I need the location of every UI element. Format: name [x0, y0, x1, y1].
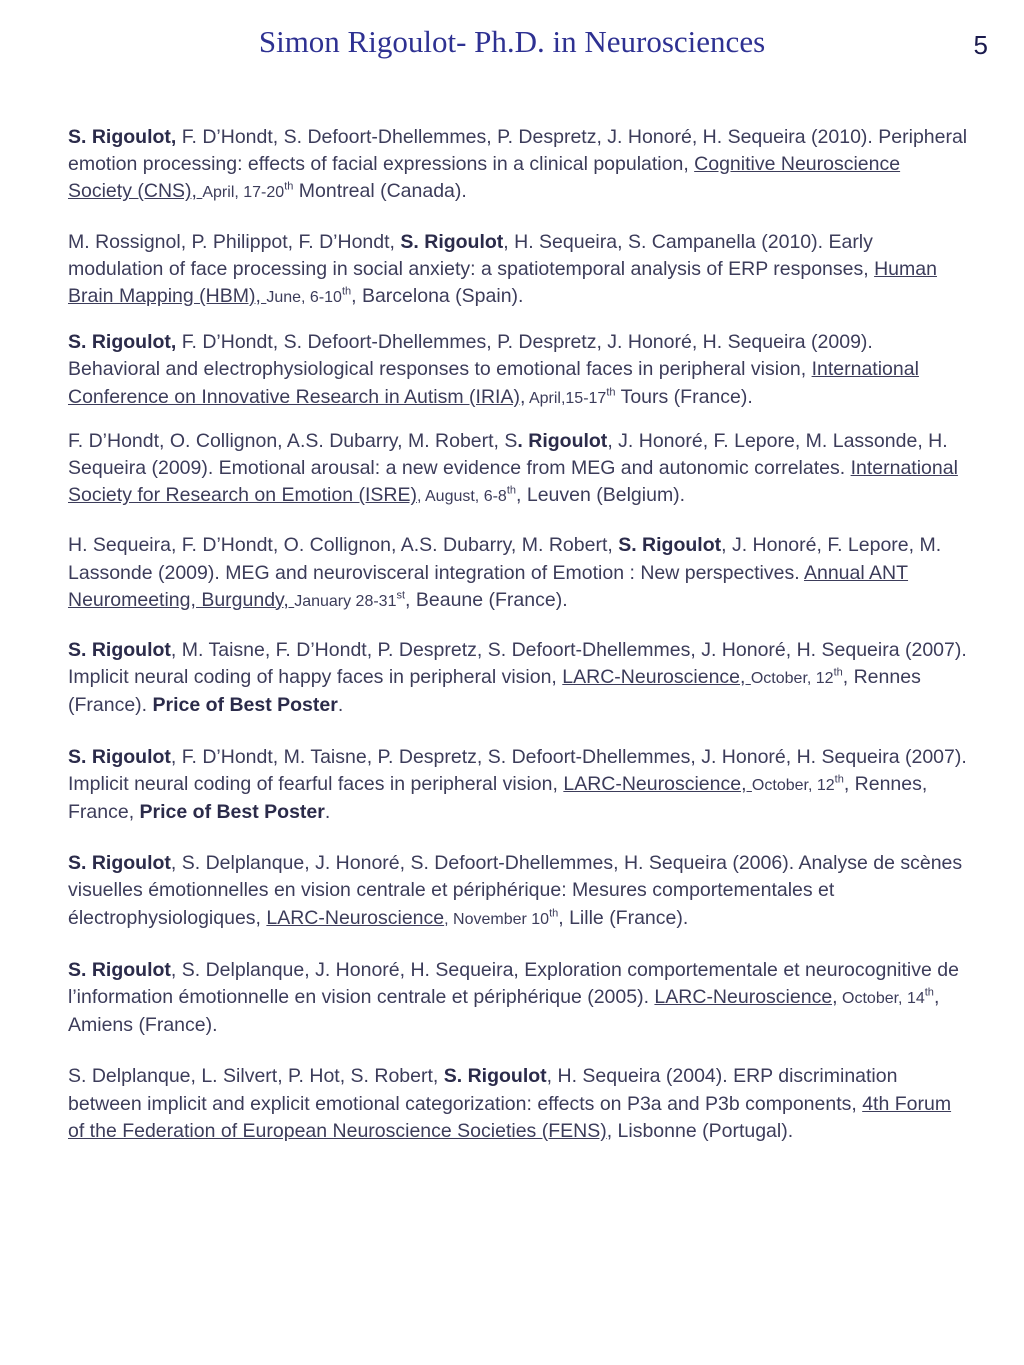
authors-and-title: , J. Honoré, F. Lepore, M. Lassonde, H. Sequeira (2009). Emotional arousal: a new evidence from MEG and autonomic correlates.	[68, 429, 948, 480]
conference-link[interactable]: International Conference on Innovative Research in Autism (IRIA),	[68, 358, 919, 408]
location: , Rennes, France,	[68, 772, 928, 824]
publication-entry	[68, 957, 968, 1040]
authors-and-title: , H. Sequeira (2004). ERP discrimination between implicit and explicit emotional categorization: effects on P3a and P3b components,	[68, 1065, 898, 1115]
publication-entry	[68, 428, 968, 511]
conference-date: October, 14	[837, 990, 925, 1008]
authors-and-title: , M. Taisne, F. D’Hondt, P. Despretz, S. Defoort-Dhellemmes, J. Honoré, H. Sequeira (2007). Implicit neural coding of happy faces in peripheral vision,	[68, 639, 967, 689]
publication-entry	[68, 229, 968, 312]
conference-link[interactable]: 4th Forum of the Federation of European Neuroscience Societies (FENS)	[68, 1092, 952, 1142]
conference-link[interactable]: International Society for Research on Emotion (ISRE)	[68, 457, 958, 507]
date-suffix: th	[833, 666, 843, 679]
conference-link[interactable]: Human Brain Mapping (HBM),	[68, 257, 937, 308]
conference-date: , November 10	[444, 910, 550, 928]
date-suffix: th	[924, 986, 934, 999]
conference-link[interactable]: Cognitive Neuroscience Society (CNS),	[68, 153, 901, 203]
authors-and-title: F. D’Hondt, S. Defoort-Dhellemmes, P. Despretz, J. Honoré, H. Sequeira (2009). Behavioral and electrophysiological responses to emotional faces in peripheral vision,	[68, 331, 873, 381]
conference-date: October, 12	[751, 776, 835, 794]
conference-date: April, 17-20	[202, 184, 285, 202]
publication-entry	[68, 329, 968, 412]
publication-entry	[68, 1063, 968, 1145]
date-suffix: th	[506, 484, 517, 497]
conference-link[interactable]: Annual ANT Neuromeeting, Burgundy,	[68, 561, 909, 611]
highlighted-author: S. Rigoulot	[443, 1065, 547, 1088]
location: , Lille (France).	[558, 906, 689, 929]
date-suffix: st	[396, 589, 406, 602]
highlighted-author: S. Rigoulot	[68, 958, 171, 981]
authors-before: M. Rossignol, P. Philippot, F. D’Hondt,	[68, 230, 401, 253]
publication-entry	[68, 637, 968, 720]
date-suffix: th	[549, 907, 559, 920]
date-suffix: th	[341, 285, 352, 298]
highlighted-author: S. Rigoulot,	[68, 331, 177, 354]
location: , Amiens (France).	[68, 986, 940, 1037]
publication-entry	[68, 850, 968, 933]
highlighted-author: S. Rigoulot	[68, 852, 171, 875]
location: Tours (France).	[615, 385, 753, 408]
highlighted-author: S. Rigoulot	[400, 230, 504, 253]
location: , Beaune (France).	[405, 588, 568, 611]
location: , Barcelona (Spain).	[351, 285, 524, 308]
award: Price of Best Poster	[139, 801, 325, 824]
authors-and-title: F. D’Hondt, S. Defoort-Dhellemmes, P. Despretz, J. Honoré, H. Sequeira (2010). Peripheral emotion processing: effects of facial expressions in a clinical population,	[68, 126, 968, 176]
conference-date: October, 12	[750, 670, 834, 688]
date-suffix: th	[284, 180, 294, 193]
end-punctuation: .	[324, 801, 331, 824]
conference-link[interactable]: LARC-Neuroscience,	[654, 986, 838, 1009]
conference-date: , August, 6-8	[416, 488, 507, 506]
highlighted-author: S. Rigoulot	[618, 534, 722, 557]
location: , Leuven (Belgium).	[516, 484, 686, 507]
conference-date: January 28-31	[294, 592, 397, 610]
conference-link[interactable]: LARC-Neuroscience	[266, 906, 445, 929]
publication-entry	[68, 744, 968, 827]
authors-before: H. Sequeira, F. D’Hondt, O. Collignon, A.S. Dubarry, M. Robert,	[68, 534, 619, 557]
page-title: Simon Rigoulot- Ph.D. in Neurosciences	[258, 24, 766, 59]
conference-link[interactable]: LARC-Neuroscience,	[563, 772, 752, 795]
conference-date: April,15-17	[525, 389, 607, 407]
publication-entry	[68, 124, 968, 207]
page-number: 5	[973, 30, 988, 60]
date-suffix: th	[606, 386, 616, 399]
authors-before: F. D’Hondt, O. Collignon, A.S. Dubarry, M. Robert, S	[68, 429, 518, 452]
authors-and-title: , J. Honoré, F. Lepore, M. Lassonde (2009). MEG and neurovisceral integration of Emotion : New perspectives.	[68, 534, 942, 584]
highlighted-author: S. Rigoulot,	[68, 126, 177, 148]
authors-and-title: , H. Sequeira, S. Campanella (2010). Early modulation of face processing in social anxiety: a spatiotemporal analysis of ERP responses,	[68, 230, 875, 280]
authors-and-title: , S. Delplanque, J. Honoré, S. Defoort-Dhellemmes, H. Sequeira (2006). Analyse de scènes visuelles émotionnelles en vision centrale et périphérique: Mesures comportementales et électrophysiologiques,	[68, 852, 963, 929]
location: Montreal (Canada).	[293, 180, 467, 203]
authors-before: S. Delplanque, L. Silvert, P. Hot, S. Robert,	[68, 1065, 444, 1088]
end-punctuation: .	[337, 694, 344, 717]
highlighted-author: S. Rigoulot	[68, 639, 171, 662]
highlighted-author: S. Rigoulot	[68, 745, 171, 768]
publication-list	[68, 124, 968, 1145]
authors-and-title: , F. D’Hondt, M. Taisne, P. Despretz, S. Defoort-Dhellemmes, J. Honoré, H. Sequeira (2007). Implicit neural coding of fearful faces in peripheral vision,	[68, 745, 967, 795]
award: Price of Best Poster	[152, 694, 338, 717]
location: , Rennes (France).	[68, 666, 921, 717]
location: , Lisbonne (Portugal).	[606, 1119, 794, 1142]
authors-and-title: , S. Delplanque, J. Honoré, H. Sequeira, Exploration comportementale et neurocognitive de l’information émotionnelle en vision centrale et périphérique (2005).	[68, 958, 959, 1009]
conference-link[interactable]: LARC-Neuroscience,	[562, 666, 751, 689]
publication-entry	[68, 532, 968, 615]
date-suffix: th	[834, 773, 844, 786]
highlighted-author: . Rigoulot	[517, 429, 608, 452]
conference-date: June, 6-10	[266, 289, 342, 307]
